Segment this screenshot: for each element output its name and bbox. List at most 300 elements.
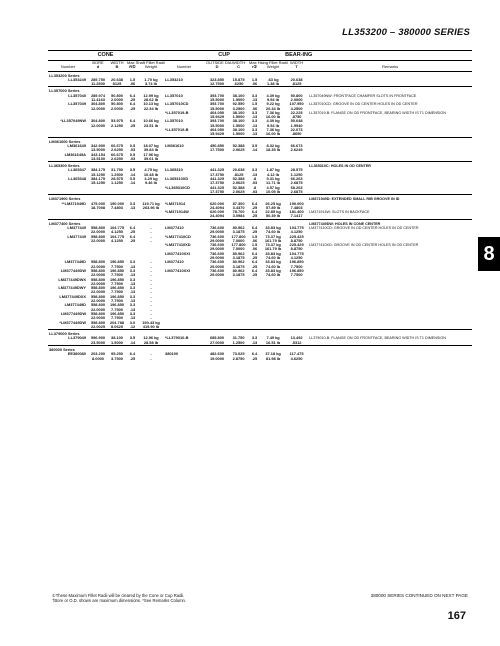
bore-value-line: 12.0000 (90, 105, 106, 111)
cone-width-value-line: 28.575 (111, 176, 123, 182)
outside-dia-value-line: 19.0000 (209, 355, 225, 361)
bore-value-line: 558.800 (90, 259, 106, 265)
cone-width-value (108, 235, 126, 244)
bore-value (88, 243, 108, 252)
outside-dia-value-line: 441.325 (209, 184, 225, 190)
cone-weight-value-line: 12.99 kg (143, 92, 159, 98)
cone-weight-value (139, 336, 163, 345)
bore-value-line: 558.800 (90, 267, 106, 273)
cone-weight-value-line: - (150, 310, 152, 316)
cone-width-value-line: 2.0000 (111, 105, 123, 111)
cup-width-value-line: .8125 (233, 171, 244, 177)
cone-number: LM377449DW (60, 310, 86, 316)
cone-number: LL365348 (68, 176, 86, 182)
cone-number: EE380080 (67, 351, 86, 357)
bore-value (88, 202, 108, 211)
bearing-width-value-line: 2.6875 (290, 180, 303, 186)
cup-width-value-line: 1.2500 (232, 339, 245, 345)
cone-weight-value-line: - (150, 302, 152, 308)
cup-weight-value-line: 20.34 lb (265, 105, 281, 111)
bore-value-line: 289.974 (90, 92, 106, 98)
outside-dia-value-line: 29.0000 (209, 237, 225, 243)
outside-dia-value-line: 685.800 (209, 335, 225, 341)
bore-value-line: 22.0025 (90, 323, 106, 329)
cup-weight-value (261, 153, 285, 162)
cone-width-value-line: 7.7500 (111, 263, 123, 269)
cone-width-value-line: 8.0625 (111, 323, 123, 329)
cup-width-value-line: 38.100 (232, 118, 245, 124)
cone-weight-value-line: - (150, 280, 152, 286)
shaft-fillet-value (126, 243, 139, 252)
cone-width-value-line: 196.850 (109, 285, 125, 291)
cup-number: LL357010 (165, 118, 183, 124)
cup-width-value-line: 31.750 (232, 335, 245, 341)
bearing-width-value-line: 8.8750 (290, 246, 303, 252)
cup-number (163, 321, 205, 330)
cone-weight-value-line: 12.96 kg (143, 335, 159, 341)
col-hsg-fillet-symbol: r① (251, 64, 258, 69)
hsg-fillet-value-line: .25 (251, 229, 258, 235)
bore-value (88, 186, 108, 195)
cup-weight-value-line: 4.12 lb (267, 171, 280, 177)
cone-weight-value-line: 39.84 lb (143, 147, 159, 153)
bore-value (88, 321, 108, 330)
cone-width-value (108, 177, 126, 186)
cone-weight-value-line: 18.07 kg (143, 142, 159, 148)
outside-dia-value (205, 186, 229, 195)
cone-weight-value-line: - (150, 293, 152, 299)
cone-width-value-line: 104.775 (109, 225, 125, 230)
col-cup-width-label: WIDTH (231, 59, 246, 65)
section-tab: 8 (478, 237, 500, 271)
outside-dia-value-line: 736.600 (209, 225, 225, 230)
cup-width-value-line: 92.550 (232, 101, 245, 107)
shaft-fillet-value (126, 128, 139, 137)
cup-width-value-line: 2.8750 (232, 355, 245, 361)
bearing-width-value-line: 13.492 (290, 335, 303, 341)
cone-weight-value (139, 128, 163, 137)
cone-width-value-line: 204.788 (109, 319, 125, 325)
cone-number: LM377449D (64, 302, 86, 308)
cone-weight-value-line: 4.75 kg (144, 167, 158, 173)
col-hsg-fillet-label: Max Hsing Fillet Radii (249, 59, 288, 65)
bore-value (88, 210, 108, 219)
cone-weight-value (139, 119, 163, 128)
cup-weight-value-line: .63 kg (267, 76, 279, 82)
shaft-fillet-value-line: .03 (129, 147, 136, 153)
cup-weight-value-line: 7.49 kg (266, 335, 280, 341)
outside-dia-value-line: 15.5000 (209, 122, 225, 128)
cup-width-value (229, 321, 248, 330)
cone-number (48, 243, 88, 252)
col-cup-width-symbol: C (237, 64, 240, 69)
shaft-fillet-value-line: 3.3 (129, 267, 136, 273)
col-bore-label: BORE (92, 59, 104, 65)
cone-number (48, 186, 88, 195)
cone-width-value (108, 102, 126, 111)
cone-width-value-line: 7.4803 (111, 204, 123, 210)
outside-dia-value-line: 29.0000 (209, 272, 225, 278)
shaft-fillet-value-line: .13 (129, 204, 136, 210)
cup-weight-value (261, 144, 285, 153)
bore-value-line: 596.900 (90, 335, 106, 341)
hsg-fillet-value-line: 6.4 (251, 351, 258, 357)
shaft-fillet-value-line: .13 (129, 289, 136, 295)
table-row (48, 210, 472, 219)
outside-dia-value-line: 17.7500 (209, 147, 225, 153)
bearing-width-value (285, 303, 308, 312)
remarks-cell: LL357049NW: FRONTFACE CHAMFER SLOTS IN FRONTFACE (309, 93, 417, 98)
bore-value-line: 22.0000 (90, 315, 106, 321)
outside-dia-value (205, 336, 229, 345)
cup-width-value (229, 210, 248, 219)
outside-dia-value-line: 29.0000 (209, 263, 225, 269)
cone-width-value (108, 336, 126, 345)
cup-width-value (229, 336, 248, 345)
hsg-fillet-value-line: .25 (251, 204, 258, 210)
bearing-width-value-line: 8.8750 (290, 237, 303, 243)
bearing-width-value (285, 269, 308, 278)
bore-value-line: 22.0000 (90, 289, 106, 295)
bore-value-line: 384.175 (90, 176, 106, 182)
cup-weight-value-line: 9.22 kg (266, 101, 280, 107)
hsg-fillet-value-line: 1.5 (251, 76, 258, 82)
shaft-fillet-value (126, 202, 139, 211)
remarks-cell (308, 177, 472, 186)
bearing-width-value-line: 4.1250 (290, 255, 303, 261)
cup-weight-value-line: 8.32 kg (266, 142, 280, 148)
cone-width-value-line: 3.7500 (111, 355, 123, 361)
bore-value-line: 558.800 (90, 233, 106, 239)
shaft-fillet-value (126, 78, 139, 87)
col-cone-width-label: WIDTH (110, 59, 124, 65)
shaft-fillet-value (126, 352, 139, 361)
cup-number (163, 153, 205, 162)
cup-width-value-line: 1.5000 (232, 122, 245, 128)
cone-weight-value-line: 190.43 kg (142, 319, 160, 325)
hsg-fillet-value-line: 3.5 (251, 142, 258, 148)
cone-width-value-line: 4.1250 (111, 237, 123, 243)
shaft-fillet-value-line: 3.0 (129, 319, 136, 325)
remarks-spacer (308, 51, 472, 61)
bearing-width-value-line: 190.000 (289, 200, 304, 206)
series-label: LL379000 Series (48, 330, 308, 337)
cup-width-value-line: 3.1875 (232, 263, 245, 269)
hsg-fillet-value-line: 6.4 (251, 259, 258, 265)
cup-weight-value-line: 73.37 kg (265, 242, 281, 248)
bearing-width-value (285, 128, 308, 137)
bearing-width-value (285, 153, 308, 162)
bearing-width-value (285, 312, 308, 321)
hsg-fillet-value-line: .06 (251, 246, 258, 252)
cone-weight-value (139, 78, 163, 87)
cup-width-value-line: 3.0984 (232, 213, 245, 219)
remarks-cell (308, 78, 472, 87)
bearing-width-value (285, 286, 308, 295)
bearing-width-value (285, 352, 308, 361)
cup-weight-value (261, 321, 285, 330)
cone-number: LM377449 (67, 233, 86, 239)
bearing-width-value-line: 196.850 (289, 259, 304, 265)
cone-number: LL353249 (68, 76, 86, 82)
cup-weight-value-line: 11.71 lb (266, 180, 281, 186)
hsg-fillet-value (248, 352, 261, 361)
shaft-fillet-value-line: .13 (129, 298, 136, 304)
cone-number: LM377449DXX (59, 293, 86, 299)
cup-width-value-line: 80.962 (232, 225, 245, 230)
remarks-cell (308, 252, 472, 261)
shaft-fillet-value-line: .03 (129, 155, 136, 161)
cone-width-value-line: 1.2500 (111, 171, 123, 177)
cup-width-value (229, 295, 248, 304)
cup-width-value-line: 7.0000 (232, 237, 245, 243)
bearing-width-value-line: 1.1250 (290, 171, 303, 177)
outside-dia-value (205, 128, 229, 137)
hsg-fillet-value (248, 210, 261, 219)
hsg-fillet-value-line: .13 (251, 96, 258, 102)
bore-value-line: 22.0000 (90, 298, 106, 304)
cup-width-value-line: 87.300 (232, 200, 245, 206)
col-outside-dia-label: OUTSIDE DIA (206, 59, 232, 65)
bearing-width-value-line: 50.648 (290, 118, 303, 124)
cone-number: LM361649A (64, 151, 86, 157)
cup-number: LM377410 (165, 259, 184, 265)
cup-weight-value-line: 7.36 kg (266, 109, 280, 115)
remarks-cell (308, 303, 472, 312)
outside-dia-value (205, 303, 229, 312)
shaft-fillet-value-line: .06 (129, 81, 136, 87)
shaft-fillet-value (126, 210, 139, 219)
cup-width-value-line: 80.962 (232, 250, 245, 256)
bore-value (88, 336, 108, 345)
series-remark (308, 137, 472, 144)
shaft-fillet-value-line: 3.5 (129, 167, 136, 173)
cup-weight-value-line: 74.60 lb (265, 255, 281, 261)
cone-width-value-line: 1.5000 (111, 339, 123, 345)
col-outside-dia-symbol: D (215, 64, 219, 69)
bore-value-line: 12.0000 (90, 122, 106, 128)
remarks-cell (308, 202, 472, 211)
bearing-width-value-line: 68.263 (290, 184, 303, 190)
bore-value-line: 304.800 (90, 118, 106, 124)
cone-width-value-line: 104.775 (109, 233, 125, 239)
outside-dia-value-line: 29.0000 (209, 229, 225, 235)
cone-weight-value-line: 1.70 kg (144, 76, 158, 82)
hsg-fillet-value-line: .13 (251, 122, 258, 128)
cup-number: *LL357019-B (165, 109, 189, 115)
cup-weight-value-line: 4.39 kg (266, 92, 280, 98)
bearing-width-value (285, 336, 308, 345)
shaft-fillet-value-line: .25 (129, 105, 136, 111)
bearing-width-value-line: 4.6250 (290, 355, 303, 361)
hsg-fillet-value-line: 1.5 (251, 233, 258, 239)
cup-weight-value (261, 303, 285, 312)
cone-weight-value-line: - (150, 351, 152, 357)
cup-weight-value-line: 33.83 kg (265, 259, 281, 265)
bore-value-line: 22.0000 (90, 237, 106, 243)
cone-width-value-line: 196.850 (109, 302, 125, 308)
cone-weight-value-line: - (150, 276, 152, 282)
header-group-row (48, 51, 472, 61)
hsg-fillet-value (248, 303, 261, 312)
cup-number: 380190 (165, 351, 179, 357)
bore-value-line: 11.4163 (91, 96, 105, 102)
hsg-fillet-value-line: 3.3 (251, 109, 258, 115)
outside-dia-value (205, 153, 229, 162)
continued-note: 380000 SERIES CONTINUED ON NEXT PAGE (370, 593, 468, 598)
outside-dia-value-line: 736.600 (209, 250, 225, 256)
col-bore-symbol: d (96, 64, 100, 69)
shaft-fillet-value-line: .14 (129, 339, 136, 345)
bearing-table (48, 50, 472, 361)
cup-weight-value-line: 74.60 lb (265, 272, 281, 278)
table-row (48, 153, 472, 162)
series-remark: LM377449DW: HOLES IN CONE CENTER (308, 219, 472, 226)
cone-weight-value (139, 210, 163, 219)
outside-dia-value (205, 321, 229, 330)
bore-value-line: 558.800 (90, 302, 106, 308)
cup-weight-value (261, 336, 285, 345)
col-remarks (308, 60, 472, 71)
cone-width-value-line: 2.6250 (111, 155, 123, 161)
remarks-cell (308, 352, 472, 361)
shaft-fillet-value-line: 6.4 (129, 225, 136, 230)
cone-weight-value-line: - (150, 225, 152, 230)
outside-dia-value-line: 404.050 (209, 127, 225, 133)
col-cup-number (163, 60, 205, 71)
cup-width-value-line: 15.875 (232, 76, 245, 82)
cup-number (163, 312, 205, 321)
cone-width-value (108, 119, 126, 128)
col-cup-width (229, 60, 248, 71)
cup-number (163, 295, 205, 304)
bore-value-line: 558.800 (90, 319, 106, 325)
bore-value-line: 22.0000 (90, 272, 106, 278)
bearing-width-value-line: 20.638 (290, 76, 303, 82)
cone-number: LL357040 (68, 92, 86, 98)
remarks-cell: LL357010CD: GROOVE IN OD CENTER HOLES IN OD CENTER (309, 102, 418, 107)
bearing-width-value-line: 1.9940 (290, 122, 303, 128)
col-cone-number-label: Number (60, 64, 76, 69)
cup-number: LL353210 (165, 76, 183, 82)
cup-width-value (229, 78, 248, 87)
cone-width-value (108, 128, 126, 137)
outside-dia-value-line: 15.9429 (209, 131, 225, 137)
bearing-width-value (285, 144, 308, 153)
bearing-width-value-line: 107.950 (289, 101, 304, 107)
cone-weight-value-line: - (150, 237, 152, 243)
cone-width-value (108, 243, 126, 252)
outside-dia-value-line: 323.850 (209, 76, 225, 82)
bore-value-line: 558.800 (90, 285, 106, 291)
cone-weight-value-line: 4.29 kg (144, 176, 158, 182)
cup-number (163, 303, 205, 312)
cup-weight-value-line: 16.00 lb (265, 131, 281, 137)
bearing-width-value-line: 181.400 (289, 209, 304, 215)
cup-width-value (229, 186, 248, 195)
cup-weight-value-line: 74.60 lb (265, 229, 281, 235)
outside-dia-value (205, 312, 229, 321)
cone-width-value-line: 7.7500 (111, 306, 123, 312)
series-remark: LM371949D: EXTENDED SMALL RIB GROOVE IN ID (308, 195, 472, 202)
cone-width-value-line: 190.000 (109, 200, 125, 206)
outside-dia-value-line: 482.600 (209, 351, 225, 357)
cone-width-value-line: 7.7500 (111, 272, 123, 278)
cup-weight-value-line: 4.39 kg (266, 118, 280, 124)
shaft-fillet-value-line: 6.4 (129, 118, 136, 124)
bearing-table-wrap (48, 50, 472, 361)
cone-width-value-line: 38.100 (111, 335, 123, 341)
bore-value-line: 22.0000 (90, 280, 106, 286)
shaft-fillet-value-line: 3.3 (129, 293, 136, 299)
cone-weight-value-line: 23.51 lb (143, 122, 159, 128)
bore-value-line: 23.5000 (90, 339, 106, 345)
cone-width-value-line: 2.6250 (111, 147, 123, 153)
remarks-cell (308, 235, 472, 244)
hsg-fillet-value-line: .03 (251, 180, 258, 186)
bearing-width-value-line: 7.4803 (290, 204, 303, 210)
outside-dia-value-line: 441.325 (209, 167, 225, 173)
bearing-width-value-line: 4.1250 (290, 229, 303, 235)
cup-width-value-line: 80.962 (232, 267, 245, 273)
cone-width-value (108, 352, 126, 361)
remarks-cell (308, 286, 472, 295)
cup-width-value-line: 2.0625 (232, 180, 245, 186)
hsg-fillet-value-line: .25 (251, 255, 258, 261)
cup-width-value-line: 2.0625 (232, 188, 245, 194)
cup-width-value-line: 1.5000 (232, 96, 245, 102)
cone-number: LL365347 (68, 167, 86, 173)
cone-width-value (108, 186, 126, 195)
shaft-fillet-value (126, 177, 139, 186)
bearing-width-value-line: 117.475 (289, 351, 304, 357)
cup-weight-value-line: 9.54 lb (267, 122, 280, 128)
bore-value-line: 13.5100 (90, 155, 106, 161)
cup-width-value (229, 303, 248, 312)
remarks-cell (308, 312, 472, 321)
outside-dia-value-line: 27.0000 (209, 339, 225, 345)
outside-dia-value-line: 736.600 (209, 233, 225, 239)
cup-width-value-line: 38.100 (232, 92, 245, 98)
col-shaft-fillet-symbol: R① (129, 64, 136, 69)
bore-value-line: 289.750 (90, 76, 106, 82)
bearing-width-value-line: 2.6875 (290, 188, 303, 194)
col-bearing-width-symbol: T (295, 64, 298, 69)
remarks-cell (308, 278, 472, 287)
shaft-fillet-value-line: 3.3 (129, 259, 136, 265)
cup-weight-value-line: 161.79 lb (264, 237, 282, 243)
cup-width-value-line: 2.0625 (232, 147, 245, 153)
outside-dia-value (205, 144, 229, 153)
cup-width-value-line: 20.638 (232, 167, 245, 173)
cone-weight-value-line: 9.46 lb (144, 180, 158, 186)
cone-width-value-line: 50.800 (111, 101, 123, 107)
shaft-fillet-value-line: .13 (129, 263, 136, 269)
cup-weight-value (261, 186, 285, 195)
shaft-fillet-value (126, 235, 139, 244)
cone-weight-value-line: 22.34 lb (143, 105, 159, 111)
cup-width-value (229, 269, 248, 278)
table-row (48, 102, 472, 111)
shaft-fillet-value-line: .13 (129, 306, 136, 312)
hsg-fillet-value (248, 128, 261, 137)
shaft-fillet-value-line: .25 (129, 355, 136, 361)
header-sub-row (48, 60, 472, 71)
cone-width-value-line: 31.750 (111, 167, 123, 173)
hsg-fillet-value-line: 1.5 (251, 101, 258, 107)
footnote-bore: †Bore or O.D. shown are maximum dimensions. *See Remarks Column. (52, 598, 187, 603)
series-label: LL357000 Series (48, 87, 308, 94)
